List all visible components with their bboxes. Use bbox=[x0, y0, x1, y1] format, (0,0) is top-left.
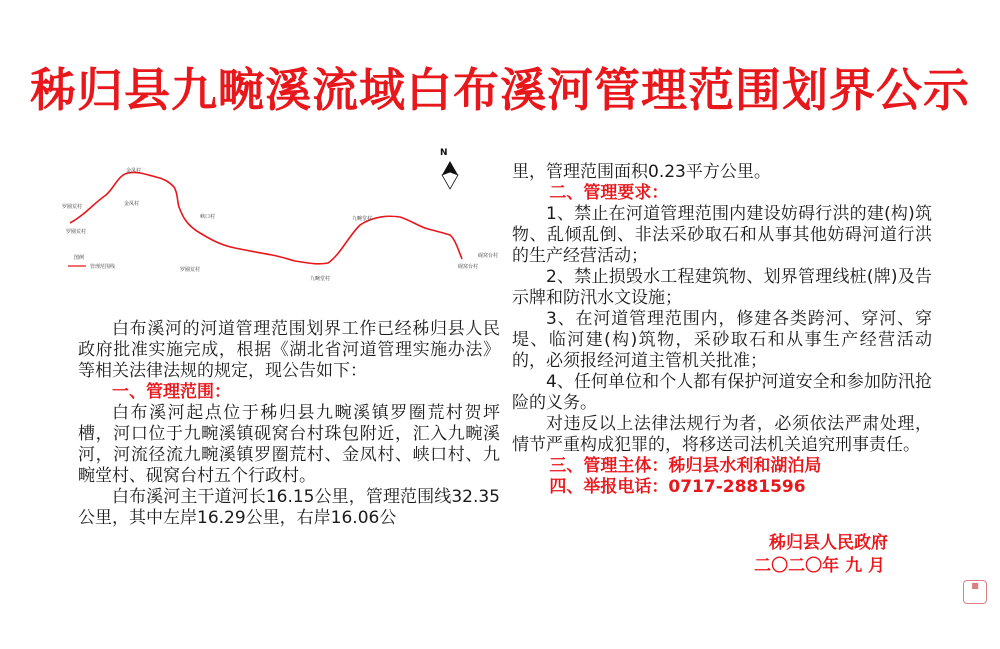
river-line bbox=[70, 172, 462, 263]
section4-heading: 四、举报电话：0717-2881596 bbox=[549, 477, 806, 497]
map-label-xiakou: 峡口村 bbox=[200, 214, 216, 220]
legend-label: 管理范围线 bbox=[90, 264, 116, 270]
section1-continuation: 里，管理范围面积0.23平方公里。 bbox=[512, 162, 771, 182]
right-column bbox=[512, 162, 932, 498]
legend-title: 图例 bbox=[74, 255, 85, 261]
section3-heading: 三、管理主体：秭归县水利和湖泊局 bbox=[549, 456, 822, 476]
section1-paragraph1: 白布溪河起点位于秭归县九畹溪镇罗圈荒村贺坪槽，河口位于九畹溪镇砚窝台村珠包附近，汇入九畹溪河，河流径流九畹溪镇罗圈荒村、金凤村、峡口村、九畹堂村、砚窝台村五个行政村。 bbox=[78, 403, 500, 486]
map-label-luoquan-low: 罗圈荒村 bbox=[66, 229, 87, 235]
signature-date: 二〇二〇年 九 月 bbox=[754, 556, 885, 576]
intro-paragraph: 白布溪河的河道管理范围划界工作已经秭归县人民政府批准实施完成，根据《湖北省河道管理实施办法》等相关法律法规的规定，现公告如下： bbox=[78, 319, 500, 381]
map-label-yanwotai-end: 砚窝台村 bbox=[458, 264, 479, 270]
river-map bbox=[60, 145, 510, 295]
map-label-jinfeng-top: 金凤村 bbox=[126, 168, 142, 174]
map-label-yanwotai: 砚窝台村 bbox=[478, 253, 499, 259]
map-label-jiuwantang-right: 九畹堂村 bbox=[352, 216, 373, 222]
seal-stamp-icon: ■ bbox=[963, 580, 987, 604]
signature-organization: 秭归县人民政府 bbox=[769, 533, 888, 553]
requirement-1: 1、禁止在河道管理范围内建设妨碍行洪的建(构)筑物、乱倾乱倒、非法采砂取石和从事其他妨碍河道行洪的生产经营活动； bbox=[512, 204, 932, 266]
map-label-luoquan: 罗圈荒村 bbox=[62, 204, 83, 210]
map-label-luoquan-bottom: 罗圈荒村 bbox=[180, 267, 201, 273]
river-map-svg bbox=[60, 145, 510, 295]
notice-title: 秭归县九畹溪流域白布溪河管理范围划界公示 bbox=[30, 63, 970, 117]
map-label-jinfeng-mid: 金凤村 bbox=[124, 201, 140, 207]
requirement-3: 3、在河道管理范围内，修建各类跨河、穿河、穿堤、临河建(构)筑物，采砂取石和从事生产经营活动的，必须报经河道主管机关批准； bbox=[512, 309, 932, 371]
section2-heading: 二、管理要求： bbox=[549, 183, 669, 203]
north-arrow-icon bbox=[442, 161, 458, 189]
requirement-2: 2、禁止损毁水工程建筑物、划界管理线桩(牌)及告示牌和防汛水文设施； bbox=[512, 267, 932, 308]
section1-paragraph2: 白布溪河主干道河长16.15公里，管理范围线32.35公里，其中左岸16.29公里，右岸16.06公 bbox=[78, 487, 500, 528]
north-label: N bbox=[440, 148, 448, 158]
section1-heading: 一、管理范围： bbox=[112, 382, 231, 402]
left-column bbox=[78, 319, 500, 529]
warning-paragraph: 对违反以上法律法规行为者，必须依法严肃处理，情节严重构成犯罪的，将移送司法机关追究刑事责任。 bbox=[512, 414, 932, 455]
map-legend bbox=[68, 254, 115, 270]
map-label-jiuwantang-bottom: 九畹堂村 bbox=[310, 276, 331, 282]
requirement-4: 4、任何单位和个人都有保护河道安全和参加防汛抢险的义务。 bbox=[512, 372, 932, 413]
